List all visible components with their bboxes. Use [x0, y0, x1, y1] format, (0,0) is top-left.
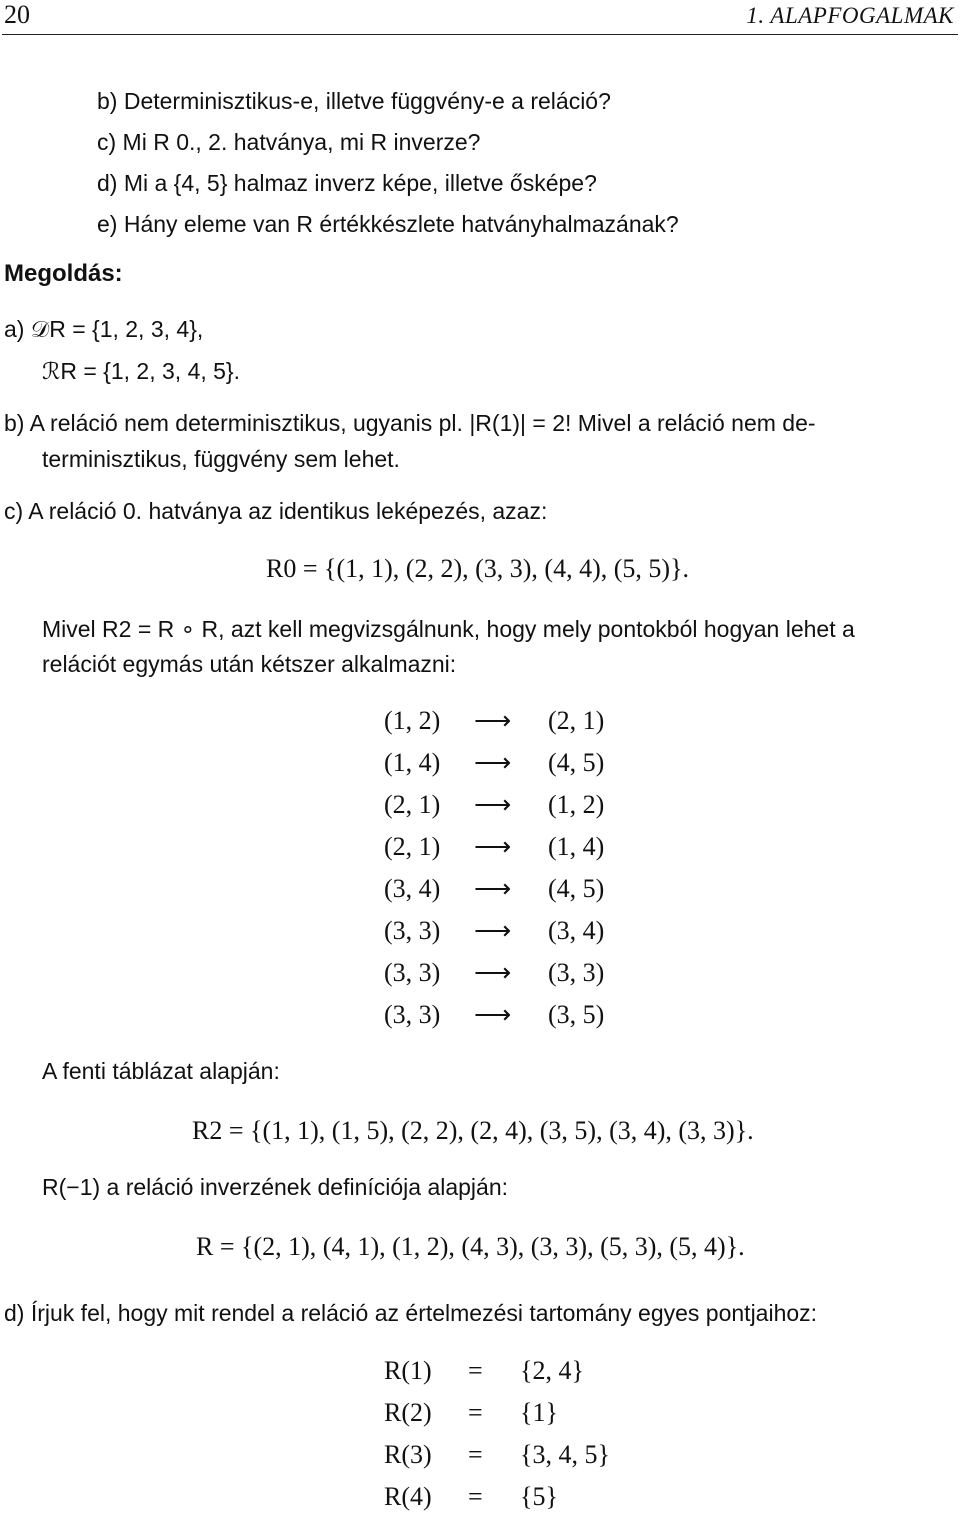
composition-row: [384, 832, 684, 874]
equals-sign: =: [468, 1482, 483, 1511]
answer-c-mivel-line2: relációt egymás után kétszer alkalmazni:: [42, 651, 457, 677]
pair-from: (3, 3): [384, 1000, 441, 1029]
arrow-icon: ⟶: [474, 790, 512, 819]
equals-sign: =: [468, 1398, 483, 1427]
arrow-icon: ⟶: [474, 832, 512, 861]
composition-row: [384, 958, 684, 1000]
answer-d-line1: d) Írjuk fel, hogy mit rendel a reláció az értelmezési tartomány egyes pontjaihoz:: [4, 1300, 818, 1326]
image-value: {1}: [520, 1398, 558, 1427]
question-d: d) Mi a {4, 5} halmaz inverz képe, illetve ősképe?: [97, 170, 597, 196]
pair-to: (2, 1): [548, 706, 605, 735]
composition-row: [384, 790, 684, 832]
composition-row: [384, 748, 684, 790]
image-row: [384, 1356, 684, 1398]
pair-to: (3, 5): [548, 1000, 605, 1029]
image-value: {3, 4, 5}: [520, 1440, 610, 1469]
equals-sign: =: [468, 1440, 483, 1469]
arrow-icon: ⟶: [474, 916, 512, 945]
composition-row: [384, 916, 684, 958]
image-key: R(2): [384, 1398, 432, 1427]
pair-to: (1, 4): [548, 832, 605, 861]
pair-to: (4, 5): [548, 748, 605, 777]
arrow-icon: ⟶: [474, 1000, 512, 1029]
composition-row: [384, 874, 684, 916]
answer-a-line1: a) 𝒟R = {1, 2, 3, 4},: [4, 316, 204, 342]
solution-label: Megoldás:: [4, 260, 123, 287]
inverse-equation: R = {(2, 1), (4, 1), (1, 2), (4, 3), (3, 3), (5, 3), (5, 4)}.: [196, 1232, 745, 1261]
image-value: {5}: [520, 1482, 558, 1511]
pair-from: (3, 4): [384, 874, 441, 903]
answer-b-line1: b) A reláció nem determinisztikus, ugyanis pl. |R(1)| = 2! Mivel a reláció nem de-: [4, 410, 816, 436]
question-c: c) Mi R 0., 2. hatványa, mi R inverze?: [97, 129, 481, 155]
image-value: {2, 4}: [520, 1356, 584, 1385]
pair-from: (3, 3): [384, 958, 441, 987]
pair-from: (3, 3): [384, 916, 441, 945]
pair-from: (2, 1): [384, 790, 441, 819]
arrow-icon: ⟶: [474, 958, 512, 987]
image-key: R(1): [384, 1356, 432, 1385]
composition-row: [384, 706, 684, 748]
page-number: 20: [4, 0, 30, 29]
arrow-icon: ⟶: [474, 706, 512, 735]
pair-from: (1, 4): [384, 748, 441, 777]
r0-equation: R0 = {(1, 1), (2, 2), (3, 3), (4, 4), (5, 5)}.: [266, 554, 690, 583]
question-b: b) Determinisztikus-e, illetve függvény-e a reláció?: [97, 88, 611, 114]
pair-to: (3, 4): [548, 916, 605, 945]
table-caption: A fenti táblázat alapján:: [42, 1058, 280, 1084]
composition-table: [384, 706, 684, 1042]
image-key: R(4): [384, 1482, 432, 1511]
question-e: e) Hány eleme van R értékkészlete hatványhalmazának?: [97, 211, 679, 237]
chapter-title: 1. ALAPFOGALMAK: [746, 3, 954, 28]
answer-c-line1: c) A reláció 0. hatványa az identikus leképezés, azaz:: [4, 498, 548, 524]
equals-sign: =: [468, 1356, 483, 1385]
image-table: [384, 1356, 684, 1524]
composition-row: [384, 1000, 684, 1042]
image-row: [384, 1440, 684, 1482]
inverse-intro: R(−1) a reláció inverzének definíciója alapján:: [42, 1174, 509, 1200]
r2-equation: R2 = {(1, 1), (1, 5), (2, 2), (2, 4), (3, 5), (3, 4), (3, 3)}.: [192, 1116, 754, 1145]
answer-a-line2: ℛR = {1, 2, 3, 4, 5}.: [42, 358, 241, 384]
arrow-icon: ⟶: [474, 748, 512, 777]
pair-to: (4, 5): [548, 874, 605, 903]
image-key: R(3): [384, 1440, 432, 1469]
pair-from: (1, 2): [384, 706, 441, 735]
pair-to: (1, 2): [548, 790, 605, 819]
image-row: [384, 1398, 684, 1440]
pair-to: (3, 3): [548, 958, 605, 987]
pair-from: (2, 1): [384, 832, 441, 861]
answer-b-line2: terminisztikus, függvény sem lehet.: [42, 446, 400, 472]
answer-c-mivel-line1: Mivel R2 = R ∘ R, azt kell megvizsgálnunk, hogy mely pontokból hogyan lehet a: [42, 616, 855, 642]
header-rule: [2, 34, 958, 35]
arrow-icon: ⟶: [474, 874, 512, 903]
